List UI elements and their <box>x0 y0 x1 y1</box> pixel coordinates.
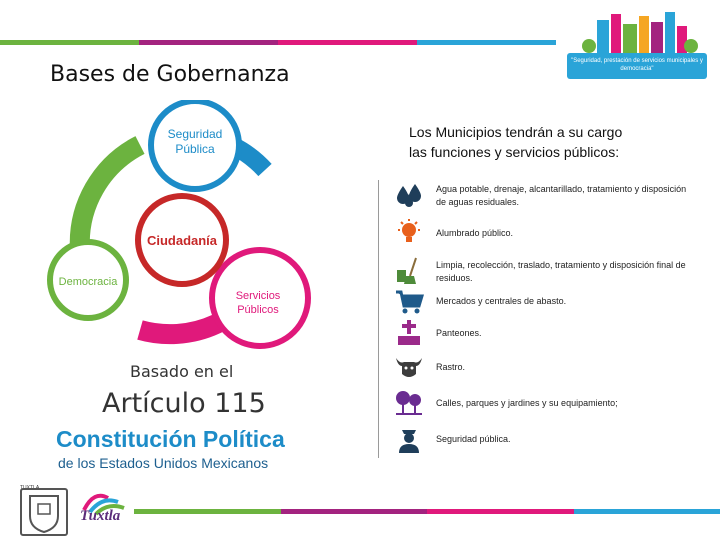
service-item <box>394 352 704 386</box>
cleaning-broom-icon <box>394 256 424 286</box>
basado-text: Basado en el <box>130 362 234 381</box>
service-item <box>394 318 704 352</box>
seguridad-label-2: Pública <box>175 142 215 156</box>
top-color-bar <box>0 40 556 45</box>
service-item <box>394 424 704 458</box>
shopping-cart-icon <box>394 286 424 316</box>
ciudadania-label: Ciudadanía <box>146 233 218 248</box>
democracia-arc <box>80 145 140 250</box>
city-skyline-icon <box>567 10 707 56</box>
service-text: Seguridad pública. <box>436 434 511 444</box>
service-text: Agua potable, drenaje, alcantarillado, tratamiento y disposición de aguas residuales. <box>436 184 687 207</box>
page-title: Bases de Gobernanza <box>50 62 290 87</box>
intro-text <box>409 122 699 162</box>
service-text: Rastro. <box>436 362 466 372</box>
service-text: Limpia, recolección, traslado, tratamiento y disposición final de residuos. <box>436 260 686 283</box>
service-text: Panteones. <box>436 328 482 338</box>
service-text: Mercados y centrales de abasto. <box>436 296 567 306</box>
campaign-badge <box>567 10 707 86</box>
service-text: Alumbrado público. <box>436 228 514 238</box>
water-drops-icon <box>394 180 424 210</box>
municipal-crest-icon <box>20 488 68 536</box>
park-trees-icon <box>394 388 424 418</box>
bull-head-icon <box>394 352 424 382</box>
tuxtla-logo-text: Tuxtla <box>80 508 121 524</box>
service-item <box>394 218 704 252</box>
service-item <box>394 256 704 290</box>
estados-text: de los Estados Unidos Mexicanos <box>58 455 269 471</box>
seguridad-label-1: Seguridad <box>167 127 223 141</box>
constitucion-text: Constitución Política <box>56 426 285 452</box>
intro-line-1: Los Municipios tendrán a su cargo <box>409 124 623 140</box>
light-bulb-icon <box>394 218 424 248</box>
servicios-label-2: Públicos <box>237 304 279 316</box>
crest-label: TUXTLA <box>20 485 40 491</box>
governance-logo <box>40 100 330 350</box>
service-item <box>394 180 704 214</box>
service-text: Calles, parques y jardines y su equipamiento; <box>436 398 618 408</box>
servicios-label-1: Servicios <box>235 290 281 302</box>
service-item <box>394 388 704 422</box>
democracia-label: Democracia <box>58 276 118 288</box>
intro-line-2: las funciones y servicios públicos: <box>409 144 620 160</box>
bottom-color-bar <box>134 509 720 514</box>
divider-line <box>378 180 379 458</box>
articulo-text: Artículo 115 <box>102 388 266 419</box>
police-officer-icon <box>394 424 424 454</box>
service-item <box>394 286 704 320</box>
badge-ribbon: "Seguridad, prestación de servicios municipales y democracia" <box>567 53 707 79</box>
grave-cross-icon <box>394 318 424 348</box>
